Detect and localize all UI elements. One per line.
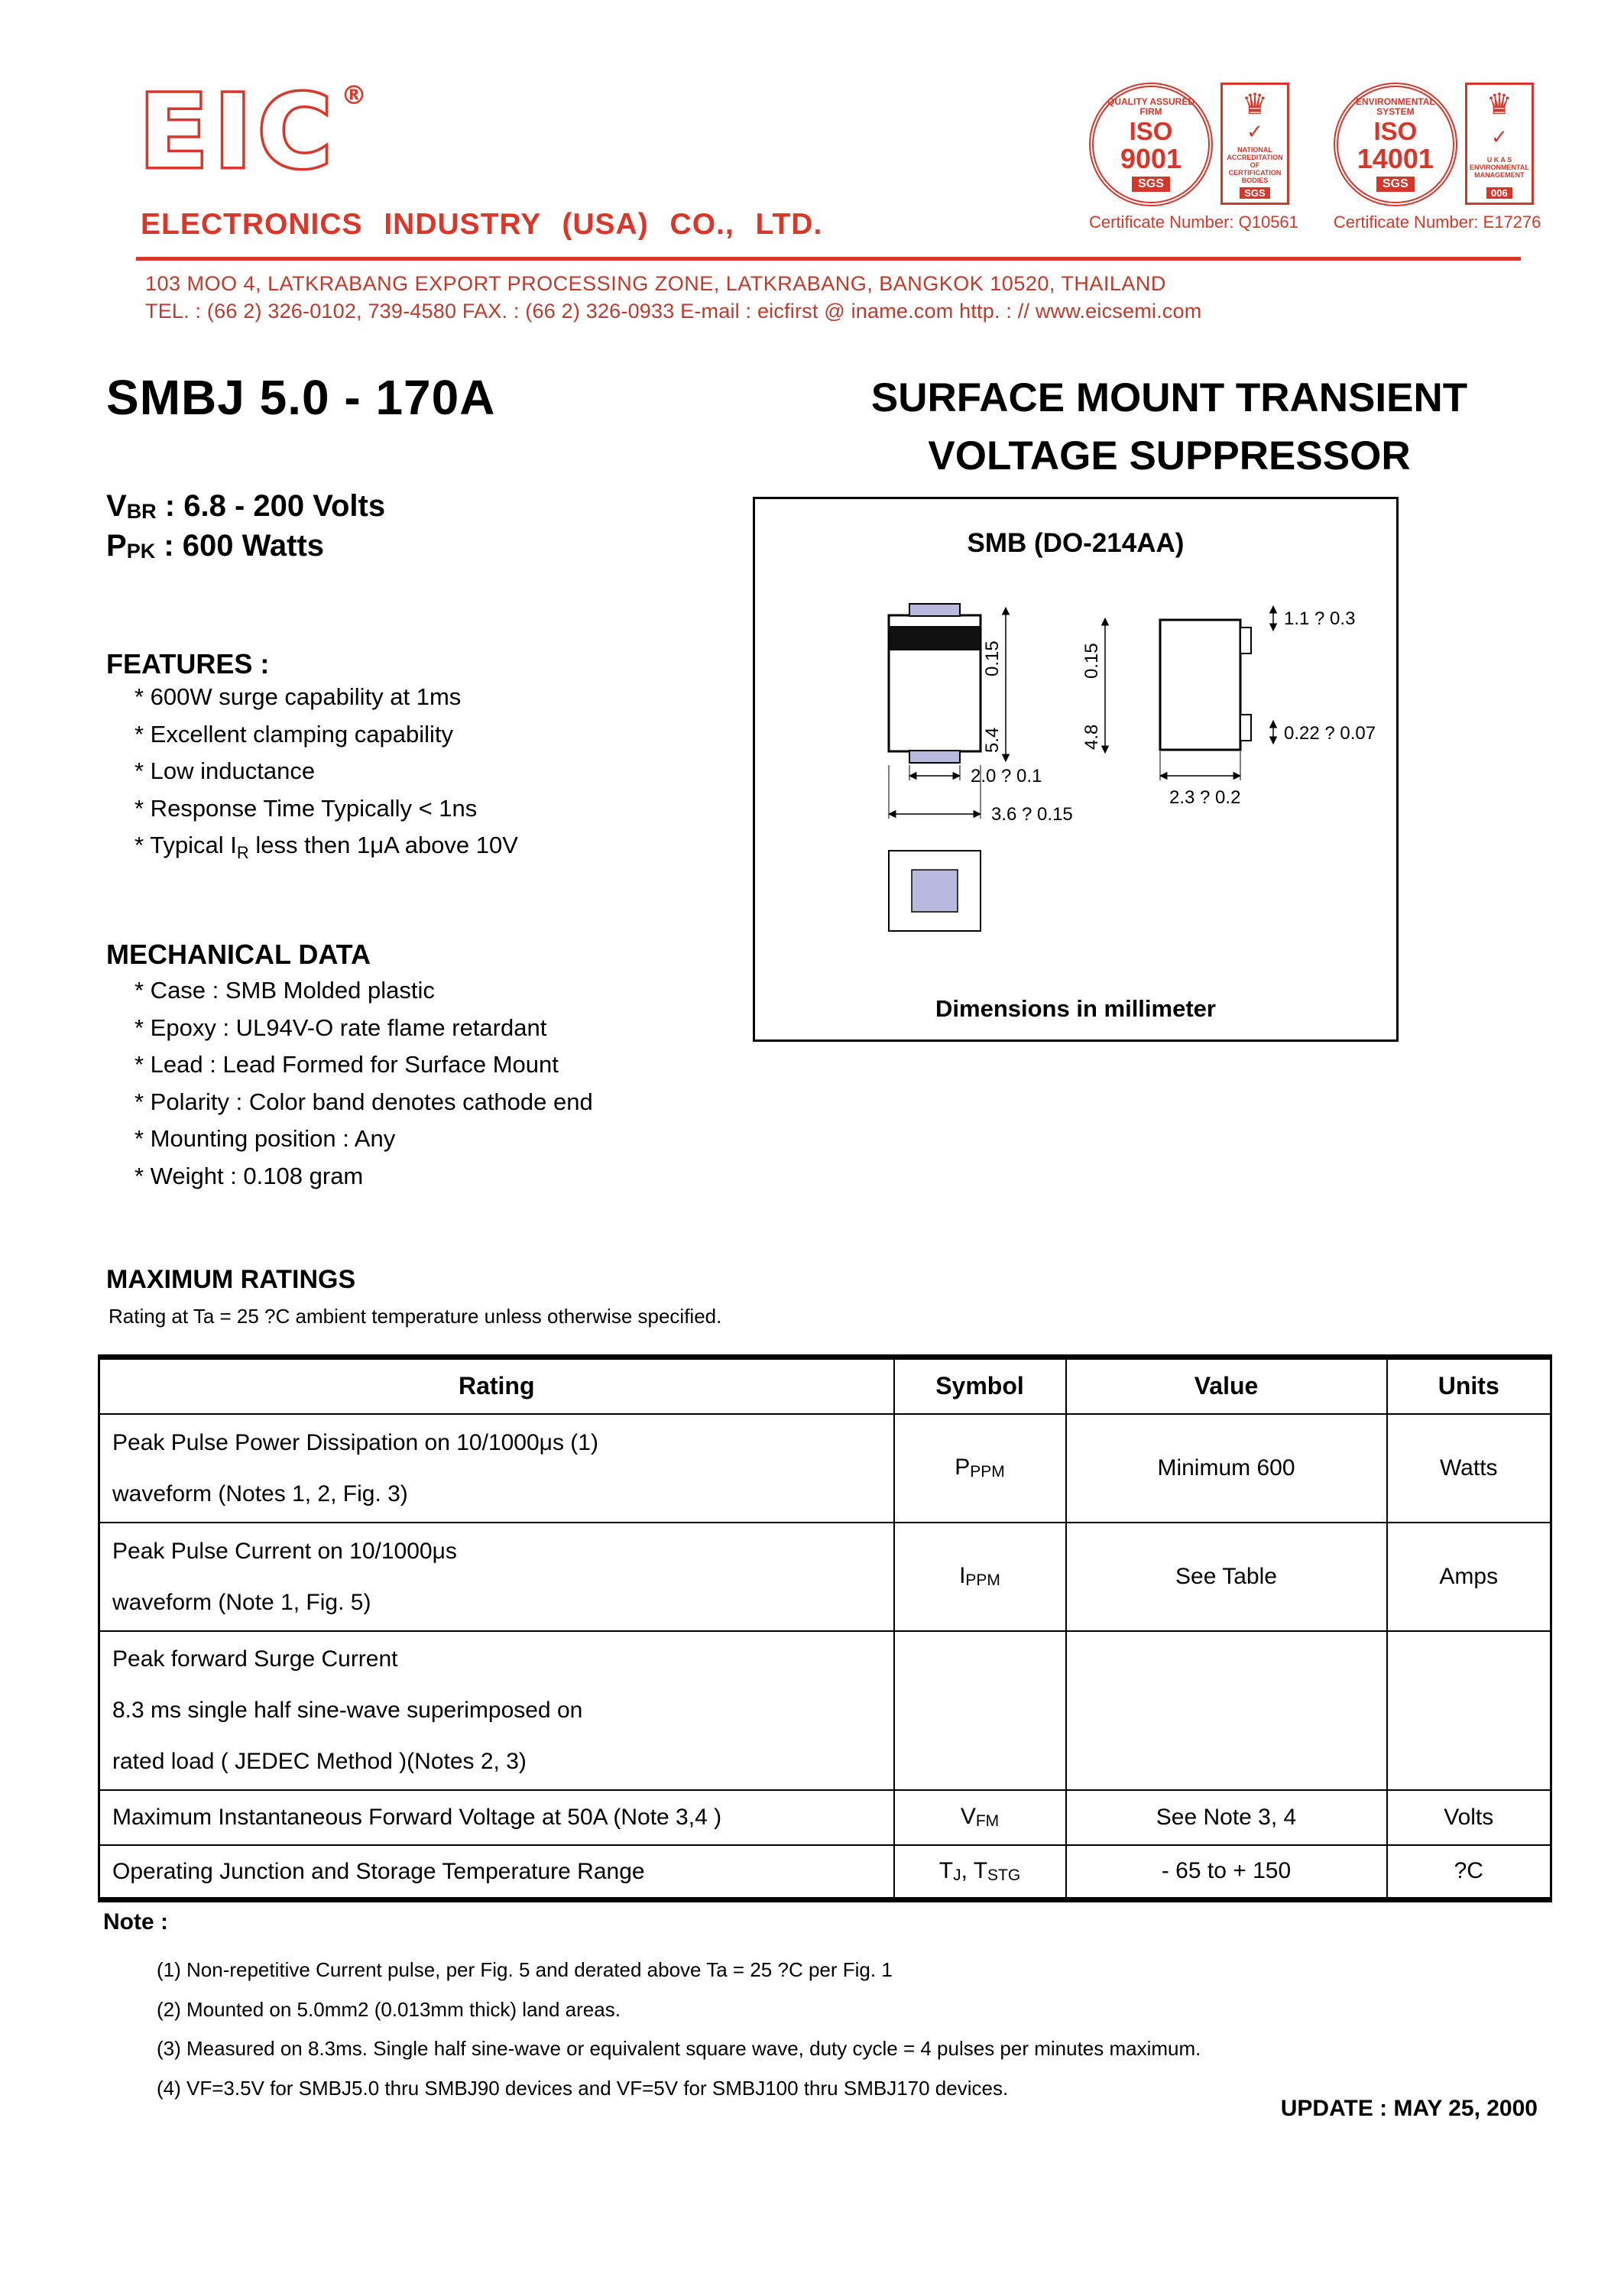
dim-body-length-tol: 0.15 [982,641,1003,676]
dim-standoff: 1.1 ? 0.3 [1284,608,1356,629]
table-header-row [99,1357,1551,1414]
note-item: (4) VF=3.5V for SMBJ5.0 thru SMBJ90 devices and VF=5V for SMBJ100 thru SMBJ170 devices. [157,2076,1009,2100]
pkg-land-pattern-pad [912,870,958,912]
accreditation-label-1: NATIONAL ACCREDITATION OF CERTIFICATION BODIES [1227,145,1283,184]
iso14001-iso-word: ISO [1373,117,1418,145]
product-title-line1: SURFACE MOUNT TRANSIENT [870,375,1468,420]
iso9001-cert-group [1089,83,1298,232]
pkg-cathode-band [890,626,980,650]
check-icon: ✓ [1246,121,1263,144]
pkg-top-tab [909,604,960,616]
iso9001-iso-word: ISO [1129,117,1173,145]
note-item: (2) Mounted on 5.0mm2 (0.013mm thick) land areas. [157,1997,621,2021]
iso9001-ring-text: QUALITY ASSURED FIRM [1107,96,1194,117]
feature-item: * Typical $I_R$ less then 1μA above 10V [135,832,518,863]
mechanical-item: * Lead : Lead Formed for Surface Mount [135,1051,559,1078]
units-cell: Volts [1387,1790,1551,1845]
dim-body-length: 5.4 [982,727,1003,753]
vbr-rating: $V_{BR}$ : 6.8 - 200 Volts [106,489,386,524]
ratings-condition: Rating at Ta = 25 ?C ambient temperature unless otherwise specified. [109,1305,722,1328]
pkg-bottom-tab [909,751,960,763]
dim-body-length2: 4.8 [1081,724,1102,750]
sgs-badge: SGS [1132,177,1170,192]
table-row [99,1845,1551,1900]
package-diagram [763,576,1389,973]
rating-cell: Operating Junction and Storage Temperature Range [99,1845,894,1900]
mechanical-item: * Mounting position : Any [135,1125,396,1152]
value-cell: - 65 to + 150 [1066,1845,1387,1900]
value-cell: See Note 3, 4 [1066,1790,1387,1845]
company-contact: TEL. : (66 2) 326-0102, 739-4580 FAX. : (66 2) 326-0933 E-mail : eicfirst @ iname.com http. : // www.eicsemi.com [145,300,1202,323]
maximum-ratings-table [98,1354,1552,1902]
certification-stamps [1089,83,1541,232]
eic-logo-letters: EIC [139,73,339,191]
iso9001-stamp [1089,83,1213,206]
iso14001-cert-group [1334,83,1541,232]
feature-item: * Excellent clamping capability [135,720,453,748]
table-row [99,1414,1551,1523]
check-icon: ✓ [1491,126,1508,149]
sgs-badge: SGS [1376,177,1415,192]
units-cell [1387,1631,1551,1790]
company-address: 103 MOO 4, LATKRABANG EXPORT PROCESSING ZONE, LATKRABANG, BANGKOK 10520, THAILAND [145,272,1166,295]
table-row [99,1523,1551,1631]
certificate-number-1: Certificate Number: Q10561 [1089,212,1298,232]
symbol-cell: $I_{PPM}$ [894,1523,1066,1631]
company-name: ELECTRONICS INDUSTRY (USA) CO., LTD. [141,208,823,241]
eic-logo [136,73,373,194]
certificate-number-2: Certificate Number: E17276 [1333,212,1541,232]
ppk-rating: $P_{PK}$ : 600 Watts [106,529,325,563]
pkg-side-lead-bottom [1240,715,1251,741]
crown-icon: ♛ [1486,87,1512,121]
registered-mark-icon: ® [341,80,367,111]
accreditation-mark-1: SGS [1240,187,1269,199]
accreditation-label-2: U K A S ENVIRONMENTAL MANAGEMENT [1469,156,1529,179]
iso14001-ring-text: ENVIRONMENTAL SYSTEM [1356,96,1435,117]
dimensions-caption: Dimensions in millimeter [935,995,1216,1022]
dim-body-width: 3.6 ? 0.15 [991,804,1073,825]
pkg-side-lead-top [1240,628,1251,654]
rating-cell: Peak forward Surge Current 8.3 ms single half sine-wave superimposed on rated load ( JEDEC Method )(Notes 2, 3) [99,1631,894,1790]
dim-lead-thickness: 0.22 ? 0.07 [1284,723,1376,744]
symbol-cell [894,1631,1066,1790]
mechanical-item: * Epoxy : UL94V-O rate flame retardant [135,1014,547,1041]
note-heading: Note : [103,1909,168,1935]
eic-logo-svg [136,73,373,194]
part-number-title: SMBJ 5.0 - 170A [106,370,496,425]
accreditation-box-1 [1220,83,1289,205]
crown-icon: ♛ [1241,87,1269,121]
mechanical-item: * Weight : 0.108 gram [135,1162,364,1189]
feature-item: * Response Time Typically < 1ns [135,794,478,822]
units-cell: ?C [1387,1845,1551,1900]
mechanical-data-heading: MECHANICAL DATA [106,939,371,970]
features-list [135,679,518,872]
update-date: UPDATE : MAY 25, 2000 [1280,2096,1538,2121]
header-divider [136,257,1521,261]
iso14001-number: 14001 [1357,143,1434,174]
features-heading: FEATURES : [106,648,270,679]
table-header-value: Value [1066,1357,1387,1414]
iso14001-stamp [1334,83,1457,206]
table-header-symbol: Symbol [894,1357,1066,1414]
accreditation-mark-2: 006 [1486,187,1512,199]
units-cell: Amps [1387,1523,1551,1631]
note-list [157,1951,1201,2108]
dim-side-width: 2.3 ? 0.2 [1169,787,1241,808]
table-row [99,1790,1551,1845]
mechanical-item: * Polarity : Color band denotes cathode end [135,1088,593,1115]
maximum-ratings-heading: MAXIMUM RATINGS [106,1265,356,1294]
iso14001-stamp-row [1334,83,1534,206]
product-title-line2: VOLTAGE SUPPRESSOR [928,433,1411,478]
product-title [780,369,1559,485]
mechanical-item: * Case : SMB Molded plastic [135,977,435,1004]
feature-item: * 600W surge capability at 1ms [135,683,462,710]
symbol-cell: $P_{PPM}$ [894,1414,1066,1523]
pkg-side-view-body [1160,620,1240,750]
note-item: (3) Measured on 8.3ms. Single half sine-wave or equivalent square wave, duty cycle = 4 pulses per minutes maximum. [157,2037,1201,2060]
feature-item: * Low inductance [135,757,316,784]
iso9001-stamp-row [1089,83,1289,206]
accreditation-box-2 [1465,83,1534,205]
table-header-units: Units [1387,1357,1551,1414]
package-outline-box [753,497,1399,1042]
dimension-lines [889,765,981,819]
iso9001-number: 9001 [1120,143,1182,174]
dim-tab-width: 2.0 ? 0.1 [971,766,1042,786]
note-item: (1) Non-repetitive Current pulse, per Fig. 5 and derated above Ta = 25 ?C per Fig. 1 [157,1958,893,1981]
package-name: SMB (DO-214AA) [967,528,1185,558]
rating-cell: Peak Pulse Power Dissipation on 10/1000μs (1) waveform (Notes 1, 2, Fig. 3) [99,1414,894,1523]
rating-cell: Maximum Instantaneous Forward Voltage at 50A (Note 3,4 ) [99,1790,894,1845]
symbol-cell: $T_J$, $T_{STG}$ [894,1845,1066,1900]
value-cell [1066,1631,1387,1790]
table-row [99,1631,1551,1790]
table-header-rating: Rating [99,1357,894,1414]
symbol-cell: $V_{FM}$ [894,1790,1066,1845]
dim-body-length2-tol: 0.15 [1081,643,1102,679]
units-cell: Watts [1387,1414,1551,1523]
value-cell: Minimum 600 [1066,1414,1387,1523]
rating-cell: Peak Pulse Current on 10/1000μs waveform (Note 1, Fig. 5) [99,1523,894,1631]
mechanical-data-list [135,972,593,1195]
value-cell: See Table [1066,1523,1387,1631]
